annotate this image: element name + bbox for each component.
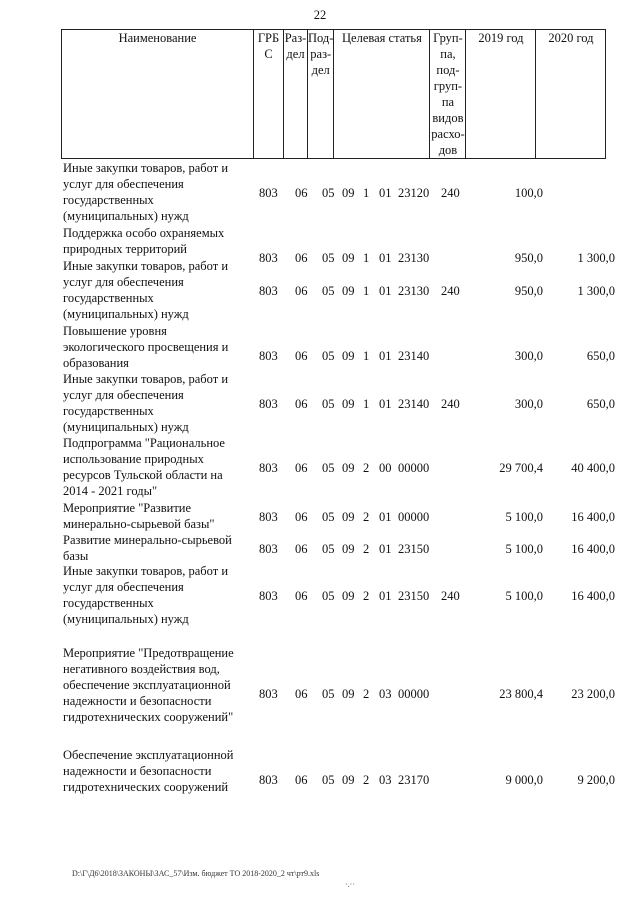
row-name-line: обеспечение эксплуатационной	[63, 678, 231, 692]
row-name-line: услуг для обеспечения	[63, 388, 184, 402]
row-ts4: 23150	[398, 589, 430, 603]
row-name-line: Иные закупки товаров, работ и	[63, 259, 229, 273]
row-name-line: Подпрограмма "Рациональное	[63, 436, 225, 450]
row-podrazdel: 05	[322, 687, 335, 701]
row-y2020: 23 200,0	[571, 687, 615, 701]
row-ts2: 1	[363, 284, 370, 298]
row-name	[63, 645, 248, 725]
row-vr: 240	[441, 186, 460, 200]
row-razdel: 06	[295, 687, 308, 701]
row-ts2: 2	[363, 589, 370, 603]
row-y2019: 29 700,4	[499, 461, 543, 475]
row-name-line: использование природных	[63, 452, 204, 466]
row-ts1: 09	[342, 397, 355, 411]
row-razdel: 06	[295, 349, 308, 363]
row-ts4: 23150	[398, 542, 430, 556]
header-razdel: Раз- дел	[284, 30, 308, 159]
row-name-line: надежности и безопасности	[63, 694, 212, 708]
row-y2019: 9 000,0	[505, 773, 543, 787]
row-ts4: 23140	[398, 349, 430, 363]
row-name-line: государственных	[63, 193, 154, 207]
row-razdel: 06	[295, 284, 308, 298]
row-name-line: Развитие минерально-сырьевой	[63, 533, 232, 547]
row-name	[63, 563, 248, 627]
row-ts4: 23170	[398, 773, 430, 787]
row-ts4: 00000	[398, 510, 430, 524]
row-ts1: 09	[342, 284, 355, 298]
row-ts4: 23130	[398, 251, 430, 265]
row-name-line: гидротехнических сооружений"	[63, 710, 234, 724]
row-y2020: 650,0	[586, 397, 615, 411]
header-grbs: ГРБ С	[254, 30, 284, 159]
row-grbs: 803	[259, 349, 278, 363]
row-name-line: (муниципальных) нужд	[63, 307, 189, 321]
row-y2019: 5 100,0	[505, 510, 543, 524]
header-target: Целевая статья	[334, 30, 430, 159]
row-name-line: Мероприятие "Предотвращение	[63, 646, 234, 660]
row-razdel: 06	[295, 773, 308, 787]
row-name-line: государственных	[63, 291, 154, 305]
row-ts3: 01	[379, 589, 392, 603]
row-name-line: 2014 - 2021 годы"	[63, 484, 158, 498]
row-ts1: 09	[342, 589, 355, 603]
row-razdel: 06	[295, 251, 308, 265]
header-vr: Груп- па, под- груп- па видов расхо- дов	[431, 31, 465, 157]
row-name-line: надежности и безопасности	[63, 764, 212, 778]
row-y2020: 40 400,0	[571, 461, 615, 475]
row-y2019: 100,0	[514, 186, 543, 200]
row-y2019: 5 100,0	[505, 589, 543, 603]
row-name-line: ресурсов Тульской области на	[63, 468, 223, 482]
row-ts3: 01	[379, 284, 392, 298]
row-vr: 240	[441, 589, 460, 603]
row-ts1: 09	[342, 542, 355, 556]
row-ts1: 09	[342, 349, 355, 363]
row-name-line: Обеспечение эксплуатационной	[63, 748, 234, 762]
row-grbs: 803	[259, 284, 278, 298]
row-name-line: государственных	[63, 596, 154, 610]
row-razdel: 06	[295, 542, 308, 556]
row-ts1: 09	[342, 773, 355, 787]
row-ts3: 00	[379, 461, 392, 475]
row-ts2: 1	[363, 251, 370, 265]
row-ts4: 23140	[398, 397, 430, 411]
row-y2020: 16 400,0	[571, 542, 615, 556]
row-ts1: 09	[342, 186, 355, 200]
row-ts2: 1	[363, 186, 370, 200]
row-ts1: 09	[342, 687, 355, 701]
row-grbs: 803	[259, 186, 278, 200]
row-name-line: (муниципальных) нужд	[63, 420, 189, 434]
row-ts2: 1	[363, 397, 370, 411]
row-y2020: 650,0	[586, 349, 615, 363]
row-ts2: 2	[363, 510, 370, 524]
row-ts4: 23120	[398, 186, 430, 200]
row-y2020: 9 200,0	[577, 773, 615, 787]
row-ts4: 00000	[398, 461, 430, 475]
row-y2019: 950,0	[514, 251, 543, 265]
row-ts4: 00000	[398, 687, 430, 701]
row-name-line: услуг для обеспечения	[63, 275, 184, 289]
row-name	[63, 323, 248, 371]
row-name-line: образования	[63, 356, 129, 370]
row-podrazdel: 05	[322, 510, 335, 524]
row-y2020: 16 400,0	[571, 589, 615, 603]
row-ts3: 01	[379, 397, 392, 411]
row-name-line: Иные закупки товаров, работ и	[63, 564, 229, 578]
row-grbs: 803	[259, 461, 278, 475]
row-grbs: 803	[259, 589, 278, 603]
row-name-line: базы	[63, 549, 89, 563]
row-podrazdel: 05	[322, 251, 335, 265]
row-ts3: 01	[379, 510, 392, 524]
row-grbs: 803	[259, 542, 278, 556]
row-y2019: 300,0	[514, 397, 543, 411]
header-podrazdel: Под- раз- дел	[308, 30, 334, 159]
row-podrazdel: 05	[322, 589, 335, 603]
row-y2019: 23 800,4	[499, 687, 543, 701]
row-name-line: природных территорий	[63, 242, 187, 256]
row-podrazdel: 05	[322, 773, 335, 787]
row-y2020: 1 300,0	[577, 251, 615, 265]
header-2020: 2020 год	[536, 30, 606, 159]
header-name: Наименование	[62, 30, 254, 159]
row-name-line: Мероприятие "Развитие	[63, 501, 192, 515]
row-name	[63, 160, 248, 224]
row-ts3: 01	[379, 542, 392, 556]
row-name	[63, 225, 248, 257]
row-vr: 240	[441, 397, 460, 411]
page-number: 22	[313, 8, 327, 22]
row-name-line: экологического просвещения и	[63, 340, 229, 354]
row-ts3: 01	[379, 349, 392, 363]
row-ts2: 1	[363, 349, 370, 363]
row-ts1: 09	[342, 461, 355, 475]
row-grbs: 803	[259, 251, 278, 265]
row-name-line: (муниципальных) нужд	[63, 209, 189, 223]
row-grbs: 803	[259, 687, 278, 701]
row-name	[63, 532, 248, 564]
row-y2020: 1 300,0	[577, 284, 615, 298]
row-podrazdel: 05	[322, 349, 335, 363]
row-name-line: гидротехнических сооружений	[63, 780, 229, 794]
row-ts2: 2	[363, 687, 370, 701]
row-name-line: Повышение уровня	[63, 324, 167, 338]
row-razdel: 06	[295, 510, 308, 524]
row-name-line: государственных	[63, 404, 154, 418]
row-podrazdel: 05	[322, 186, 335, 200]
table-header	[61, 29, 606, 159]
row-y2020: 16 400,0	[571, 510, 615, 524]
row-ts4: 23130	[398, 284, 430, 298]
row-ts3: 01	[379, 186, 392, 200]
row-name	[63, 371, 248, 435]
row-name	[63, 258, 248, 322]
row-y2019: 950,0	[514, 284, 543, 298]
row-name	[63, 500, 248, 532]
row-razdel: 06	[295, 461, 308, 475]
row-name	[63, 747, 248, 795]
row-name-line: (муниципальных) нужд	[63, 612, 189, 626]
row-podrazdel: 05	[322, 397, 335, 411]
row-name-line: негативного воздействия вод,	[63, 662, 220, 676]
row-razdel: 06	[295, 397, 308, 411]
row-grbs: 803	[259, 397, 278, 411]
row-name-line: Иные закупки товаров, работ и	[63, 161, 229, 175]
header-2019: 2019 год	[466, 30, 536, 159]
row-grbs: 803	[259, 510, 278, 524]
row-name	[63, 435, 248, 499]
row-ts3: 01	[379, 251, 392, 265]
row-name-line: минерально-сырьевой базы"	[63, 517, 215, 531]
row-razdel: 06	[295, 186, 308, 200]
row-ts1: 09	[342, 251, 355, 265]
row-ts2: 2	[363, 773, 370, 787]
row-name-line: Поддержка особо охраняемых	[63, 226, 225, 240]
row-name-line: Иные закупки товаров, работ и	[63, 372, 229, 386]
row-podrazdel: 05	[322, 461, 335, 475]
footer-mark: ·.··	[345, 880, 355, 889]
row-ts1: 09	[342, 510, 355, 524]
row-name-line: услуг для обеспечения	[63, 580, 184, 594]
row-y2019: 5 100,0	[505, 542, 543, 556]
row-grbs: 803	[259, 773, 278, 787]
row-razdel: 06	[295, 589, 308, 603]
row-podrazdel: 05	[322, 284, 335, 298]
row-ts3: 03	[379, 687, 392, 701]
row-name-line: услуг для обеспечения	[63, 177, 184, 191]
footer-file-path: D:\Г\Д6\2018\ЗАКОНЫ\ЗАС_57\Изм. бюджет ТО 2018-2020_2 чт\рт9.xls	[72, 869, 320, 878]
row-ts2: 2	[363, 461, 370, 475]
row-ts3: 03	[379, 773, 392, 787]
row-vr: 240	[441, 284, 460, 298]
row-y2019: 300,0	[514, 349, 543, 363]
row-ts2: 2	[363, 542, 370, 556]
row-podrazdel: 05	[322, 542, 335, 556]
